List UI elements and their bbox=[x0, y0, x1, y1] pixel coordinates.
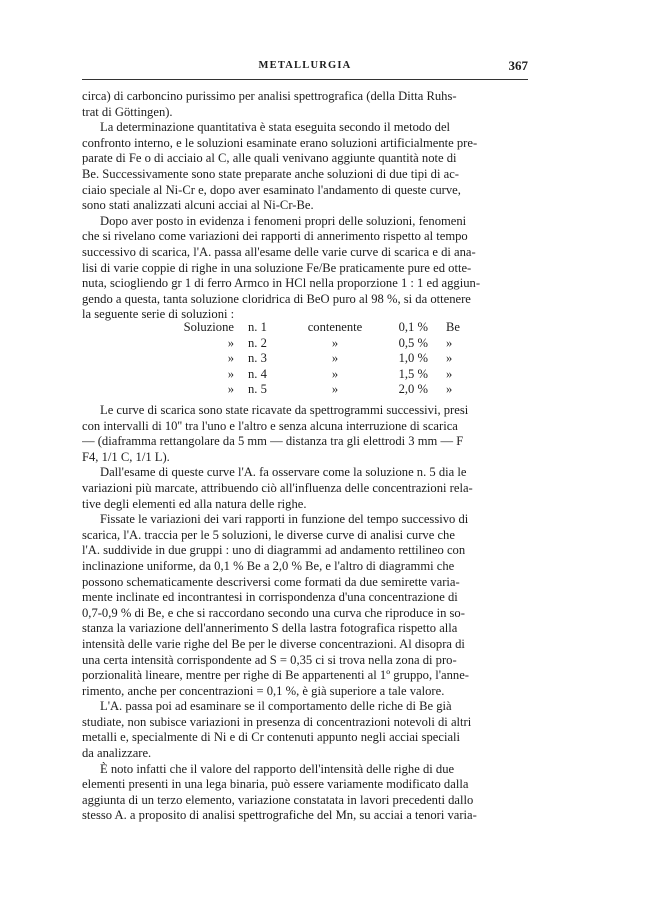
text-line: lisi di varie coppie di righe in una soluzione Fe/Be praticamente pure ed otte- bbox=[82, 260, 472, 275]
text-line: L'A. passa poi ad esaminare se il comportamento delle riche di Be già bbox=[100, 699, 452, 714]
text-line: inclinazione uniforme, da 0,1 % Be a 2,0 % Be, e l'altro di diagrammi che bbox=[82, 558, 455, 573]
text-line: Le curve di scarica sono state ricavate da spettrogrammi successivi, presi bbox=[100, 403, 469, 417]
text-line: la seguente serie di soluzioni : bbox=[82, 307, 235, 322]
solution-label: » bbox=[227, 335, 234, 350]
solution-element: » bbox=[446, 335, 453, 350]
text-line: stanza la variazione dell'annerimento S della lastra fotografica rispetto alla bbox=[82, 621, 458, 636]
page-header bbox=[82, 58, 528, 78]
text-line: — (diaframma rettangolare da 5 mm — distanza tra gli elettrodi 3 mm — F bbox=[82, 434, 464, 449]
text-line: sono stati analizzati alcuni acciai al Ni-Cr-Be. bbox=[82, 198, 314, 213]
solution-number: n. 4 bbox=[248, 366, 267, 381]
solution-label: » bbox=[227, 382, 234, 397]
solution-element: » bbox=[446, 366, 453, 381]
text-line: con intervalli di 10'' tra l'uno e l'altro e senza alcuna interruzione di scarica bbox=[82, 418, 458, 433]
solution-verb: » bbox=[331, 366, 339, 381]
solution-label: » bbox=[227, 366, 234, 381]
text-line: La determinazione quantitativa è stata eseguita secondo il metodo del bbox=[100, 120, 451, 135]
solution-number: n. 2 bbox=[248, 335, 267, 350]
text-line: 0,7-0,9 % di Be, e che si raccordano secondo una curva che riproduce in so- bbox=[82, 605, 465, 620]
solution-label: » bbox=[227, 351, 234, 366]
page-number: 367 bbox=[508, 58, 528, 73]
table-row bbox=[172, 320, 470, 336]
solution-number: n. 1 bbox=[248, 320, 267, 334]
solutions-table bbox=[172, 320, 470, 398]
table-row bbox=[172, 382, 470, 398]
body-text-block-1 bbox=[82, 89, 528, 323]
text-line: che si rivelano come variazioni dei rapporti di annerimento rispetto al tempo bbox=[82, 229, 468, 244]
text-line: possono schematicamente descriversi come formati da due semirette varia- bbox=[82, 574, 460, 589]
text-line: porzionalità lineare, mentre per righe di Be appartenenti al 1º gruppo, l'anne- bbox=[82, 668, 469, 683]
text-line: parate di Fe o di acciaio al C, alle quali venivano aggiunte quantità note di bbox=[82, 151, 457, 166]
text-line: elementi presenti in una lega binaria, può essere variamente modificato dalla bbox=[82, 777, 469, 792]
solution-element: » bbox=[446, 382, 453, 397]
header-rule bbox=[82, 79, 528, 80]
solution-verb: » bbox=[331, 382, 339, 397]
text-line: Dopo aver posto in evidenza i fenomeni propri delle soluzioni, fenomeni bbox=[100, 213, 467, 228]
solution-label: Soluzione bbox=[183, 320, 234, 334]
text-line: l'A. suddivide in due gruppi : uno di diagrammi ad andamento rettilineo con bbox=[82, 543, 466, 558]
text-line: studiate, non subisce variazioni in presenza di concentrazioni notevoli di altri bbox=[82, 714, 472, 729]
text-line: Fissate le variazioni dei vari rapporti in funzione del tempo successivo di bbox=[100, 512, 469, 527]
text-line: circa) di carboncino purissimo per analisi spettrografica (della Ditta Ruhs- bbox=[82, 89, 457, 103]
text-line: nuta, sciogliendo gr 1 di ferro Armco in HCl nella proporzione 1 : 1 ed aggiun- bbox=[82, 276, 481, 291]
text-line: una certa intensità corrispondente ad S = 0,35 ci si trova nella zona di pro- bbox=[82, 652, 457, 667]
text-line: aggiunta di un terzo elemento, variazione constatata in lavori precedenti dallo bbox=[82, 792, 474, 807]
text-line: metalli e, specialmente di Ni e di Cr contenuti appunto negli acciai speciali bbox=[82, 730, 461, 745]
text-line: ciaio speciale al Ni-Cr e, dopo aver esaminato l'andamento di queste curve, bbox=[82, 182, 461, 197]
solution-number: n. 3 bbox=[248, 351, 267, 366]
solution-verb: contenente bbox=[307, 320, 363, 334]
solution-number: n. 5 bbox=[248, 382, 267, 397]
table-row bbox=[172, 336, 470, 352]
text-line: F4, 1/1 C, 1/1 L). bbox=[82, 449, 170, 464]
text-line: rimento, anche per concentrazioni = 0,1 %, è già superiore a tale valore. bbox=[82, 683, 445, 698]
solution-percent: 0,5 % bbox=[398, 335, 428, 350]
text-line: trat di Göttingen). bbox=[82, 104, 173, 119]
text-line: Be. Successivamente sono state preparate anche soluzioni di due tipi di ac- bbox=[82, 166, 459, 181]
text-line: stesso A. a proposito di analisi spettrografiche del Mn, su acciai a tenori varia- bbox=[82, 808, 477, 823]
running-title: METALLURGIA bbox=[258, 60, 352, 71]
solution-percent: 2,0 % bbox=[398, 382, 428, 397]
solution-percent: 1,0 % bbox=[398, 351, 428, 366]
solution-percent: 0,1 % bbox=[398, 320, 428, 334]
solution-element: » bbox=[446, 351, 453, 366]
text-line: mente inclinate ed incontrantesi in corrispondenza d'una concentrazione di bbox=[82, 590, 458, 605]
solution-element: Be bbox=[446, 320, 460, 334]
text-line: confronto interno, e le soluzioni esaminate erano soluzioni artificialmente pre- bbox=[82, 135, 478, 150]
text-line: successivo di scarica, l'A. passa all'esame delle varie curve di scarica e di ana- bbox=[82, 244, 476, 259]
body-text-block-2 bbox=[82, 403, 528, 824]
text-line: variazioni più marcate, attribuendo ciò all'influenza delle concentrazioni rela- bbox=[82, 480, 473, 495]
solution-verb: » bbox=[331, 351, 339, 366]
text-line: gendo a questa, tanta soluzione cloridrica di BeO puro al 98 %, si da ottenere bbox=[82, 291, 471, 306]
solution-verb: » bbox=[331, 335, 339, 350]
text-line: È noto infatti che il valore del rapporto dell'intensità delle righe di due bbox=[100, 761, 455, 776]
text-line: scarica, l'A. traccia per le 5 soluzioni, le diverse curve di analisi curve che bbox=[82, 527, 455, 542]
text-line: intensità delle varie righe del Be per le diverse concentrazioni. Al disopra di bbox=[82, 636, 465, 651]
table-row bbox=[172, 367, 470, 383]
solution-percent: 1,5 % bbox=[398, 366, 428, 381]
text-line: da analizzare. bbox=[82, 746, 152, 761]
table-row bbox=[172, 351, 470, 367]
text-line: tive degli elementi ed alla natura delle righe. bbox=[82, 496, 307, 511]
text-line: Dall'esame di queste curve l'A. fa osservare come la soluzione n. 5 dia le bbox=[100, 465, 467, 480]
